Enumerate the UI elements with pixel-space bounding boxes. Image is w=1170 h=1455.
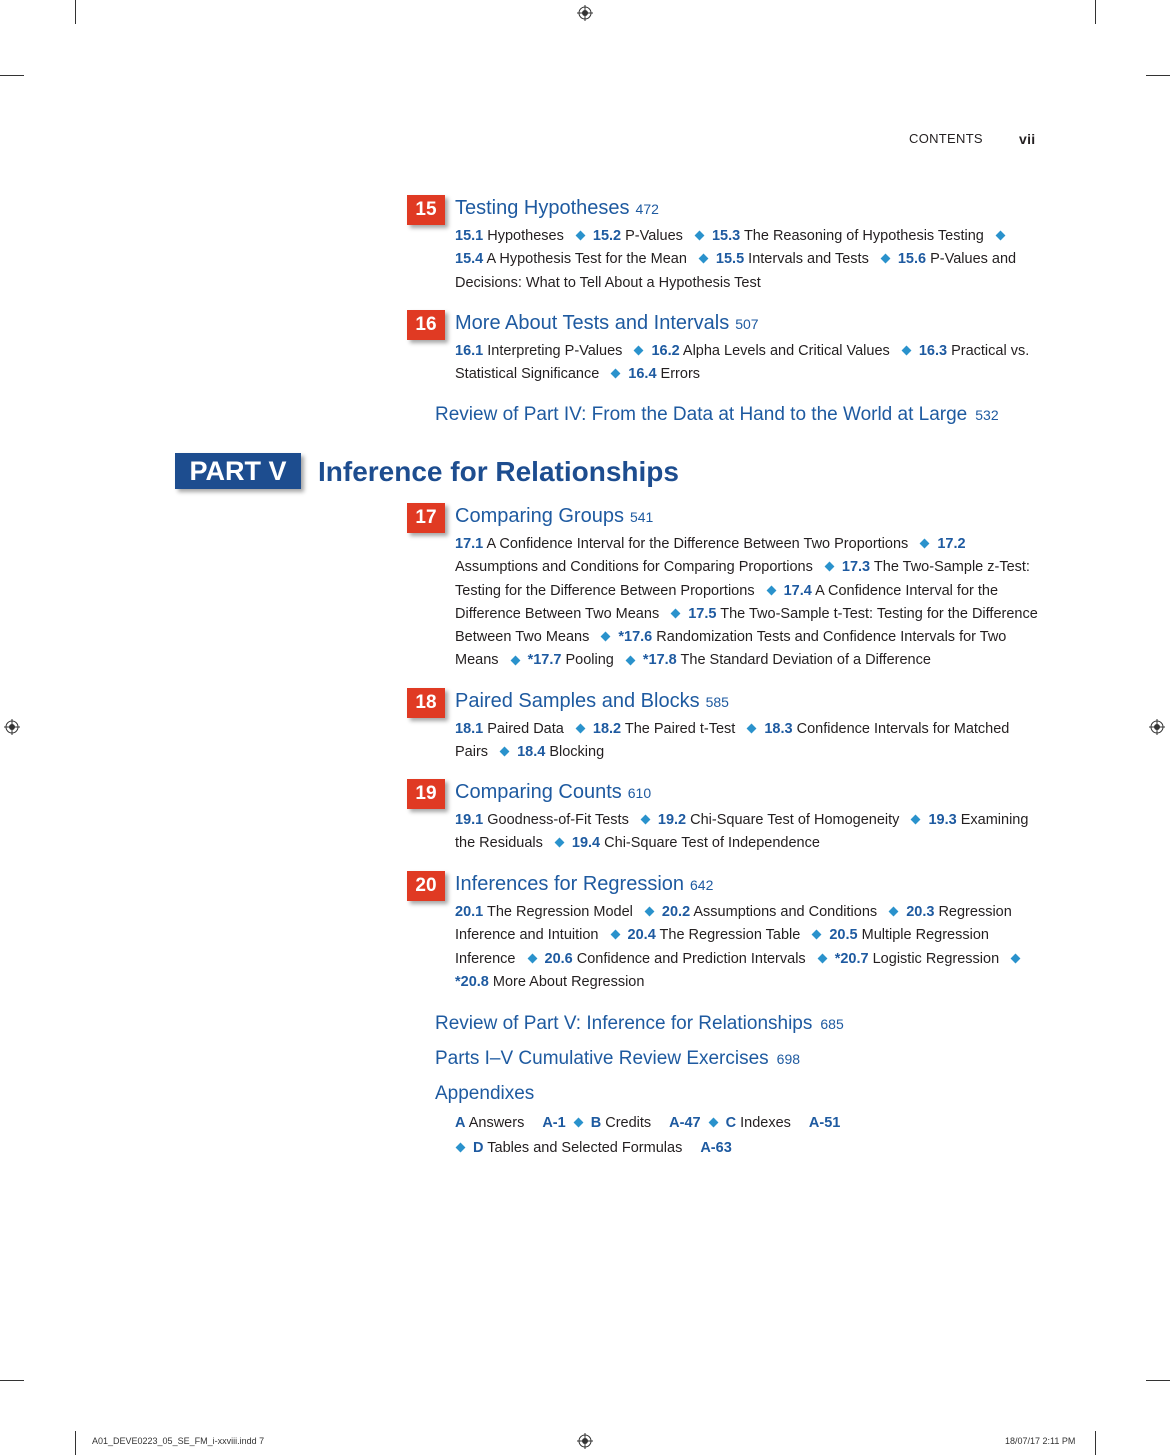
bullet-diamond-icon: [500, 747, 510, 757]
registration-mark-icon: [1149, 719, 1165, 735]
section-list: [455, 533, 1040, 673]
crop-mark: [0, 1380, 24, 1381]
section-item[interactable]: [651, 343, 889, 359]
section-item[interactable]: [628, 366, 700, 382]
bullet-diamond-icon: [610, 930, 620, 940]
section-title: Chi-Square Test of Independence: [600, 835, 820, 852]
section-title: A Confidence Interval for the Difference Between Two Proportions: [483, 536, 909, 552]
section-title: Assumptions and Conditions: [690, 904, 878, 920]
slug-filename: A01_DEVE0223_05_SE_FM_i-xxviii.indd 7: [92, 1436, 265, 1446]
review-page: 685: [820, 1016, 844, 1032]
section-item[interactable]: [643, 652, 931, 668]
section-number: *17.7: [527, 652, 562, 669]
section-item[interactable]: [593, 228, 683, 244]
section-title: Confidence Intervals for Matched Pairs: [455, 721, 1010, 761]
bullet-diamond-icon: [766, 585, 776, 595]
section-number: 16.1: [455, 343, 484, 359]
section-item[interactable]: [455, 721, 564, 737]
chapter-title[interactable]: [455, 690, 729, 713]
chapter-title-text: Paired Samples and Blocks: [455, 690, 700, 712]
chapter-page: 610: [627, 785, 652, 801]
section-number: 15.2: [592, 228, 622, 244]
section-number: 19.2: [657, 812, 687, 828]
section-title: The Two-Sample z-Test: Testing for the Difference Between Proportions: [455, 559, 1030, 599]
appendix-title[interactable]: Answers: [468, 1115, 525, 1131]
section-item[interactable]: [455, 228, 564, 244]
section-number: 18.2: [592, 721, 622, 737]
chapter-number-badge: 15: [407, 195, 445, 225]
chapter-number-badge: 19: [407, 779, 445, 809]
crop-mark: [1146, 1380, 1170, 1381]
section-number: 19.4: [571, 835, 601, 852]
section-item[interactable]: [517, 744, 604, 760]
section-title: Pooling: [561, 652, 614, 669]
bullet-diamond-icon: [634, 346, 644, 356]
section-title: Practical vs. Statistical Significance: [455, 343, 1030, 383]
section-number: 15.3: [711, 228, 741, 244]
section-number: 20.4: [627, 927, 656, 944]
section-number: 19.3: [928, 812, 957, 828]
appendix-page: A-1: [542, 1115, 566, 1131]
section-item[interactable]: [835, 951, 999, 967]
review-part-v[interactable]: [435, 1013, 844, 1035]
section-title: Alpha Levels and Critical Values: [679, 343, 890, 359]
crop-mark: [0, 75, 24, 76]
bullet-diamond-icon: [575, 724, 585, 734]
section-title: P-Values and Decisions: What to Tell About a Hypothesis Test: [455, 251, 1017, 291]
section-title: Intervals and Tests: [744, 251, 869, 268]
registration-mark-icon: [577, 5, 593, 21]
appendix-letter: C: [725, 1115, 737, 1131]
bullet-diamond-icon: [625, 655, 635, 665]
appendix-letter: B: [590, 1115, 602, 1131]
section-title: The Paired t-Test: [621, 721, 736, 737]
section-item[interactable]: [545, 951, 806, 967]
crop-mark: [1095, 0, 1096, 24]
bullet-diamond-icon: [575, 231, 585, 241]
bullet-diamond-icon: [694, 231, 704, 241]
section-number: 19.1: [455, 812, 484, 828]
bullet-diamond-icon: [698, 254, 708, 264]
section-title: Regression Inference and Intuition: [455, 904, 1012, 944]
chapter-title[interactable]: [455, 312, 759, 335]
section-number: 20.6: [544, 950, 573, 967]
review-page: 532: [975, 407, 999, 423]
section-number: 20.1: [455, 904, 484, 920]
bullet-diamond-icon: [601, 632, 611, 642]
section-item[interactable]: [528, 652, 614, 668]
section-number: 17.5: [688, 605, 717, 622]
section-item[interactable]: [455, 974, 644, 990]
appendix-line: [455, 1111, 840, 1136]
review-title: Review of Part IV: From the Data at Hand to the World at Large: [435, 404, 968, 425]
section-title: A Confidence Interval for the Difference Between Two Means: [455, 582, 999, 622]
part-title: Inference for Relationships: [318, 456, 679, 487]
bullet-diamond-icon: [671, 609, 681, 619]
appendix-line: [455, 1136, 840, 1161]
chapter-page: 507: [735, 316, 759, 332]
cumulative-title: Parts I–V Cumulative Review Exercises: [435, 1048, 769, 1069]
section-title: Interpreting P-Values: [483, 343, 623, 359]
chapter-number-badge: 17: [407, 503, 445, 533]
bullet-diamond-icon: [554, 838, 564, 848]
section-title: A Hypothesis Test for the Mean: [483, 251, 687, 268]
running-header: [909, 131, 1036, 147]
bullet-diamond-icon: [456, 1143, 466, 1153]
appendix-letter: A: [455, 1115, 466, 1131]
bullet-diamond-icon: [889, 907, 899, 917]
chapter-title[interactable]: [455, 873, 713, 896]
section-item[interactable]: [455, 536, 908, 552]
section-item[interactable]: [716, 251, 869, 267]
section-number: *20.7: [834, 950, 869, 967]
bullet-diamond-icon: [812, 930, 822, 940]
section-title: P-Values: [621, 228, 683, 244]
appendixes-title: Appendixes: [435, 1083, 535, 1104]
appendixes-heading[interactable]: [435, 1083, 534, 1105]
section-number: 16.3: [918, 343, 948, 359]
bullet-diamond-icon: [824, 562, 834, 572]
bullet-diamond-icon: [901, 346, 911, 356]
bullet-diamond-icon: [817, 953, 827, 963]
section-item[interactable]: [712, 228, 984, 244]
chapter-page: 642: [690, 877, 714, 893]
chapter-title-text: Testing Hypotheses: [455, 197, 630, 219]
section-title: Examining the Residuals: [455, 812, 1029, 852]
header-section: CONTENTS: [909, 131, 983, 146]
section-title: The Two-Sample t-Test: Testing for the Difference Between Two Means: [455, 605, 1038, 646]
chapter-number-badge: 20: [407, 871, 445, 901]
section-title: Chi-Square Test of Homogeneity: [686, 812, 900, 828]
chapter-title-text: Comparing Counts: [455, 781, 622, 803]
section-number: 20.5: [829, 927, 858, 944]
chapter-title-text: More About Tests and Intervals: [455, 312, 730, 334]
section-number: 17.2: [937, 536, 966, 552]
section-item[interactable]: [455, 904, 633, 920]
crop-mark: [75, 1431, 76, 1455]
section-list: [455, 340, 1040, 387]
section-number: 15.5: [715, 251, 745, 268]
appendix-page: A-47: [669, 1115, 701, 1131]
section-item[interactable]: [572, 835, 820, 851]
bullet-diamond-icon: [527, 953, 537, 963]
section-item[interactable]: [455, 343, 622, 359]
section-number: 20.2: [661, 904, 691, 920]
chapter-page: 541: [629, 509, 654, 525]
section-title: Logistic Regression: [868, 950, 1000, 967]
section-title: Goodness-of-Fit Tests: [483, 812, 629, 828]
crop-mark: [1146, 75, 1170, 76]
appendix-list: [455, 1111, 840, 1161]
section-title: The Reasoning of Hypothesis Testing: [740, 228, 984, 244]
section-item[interactable]: [658, 812, 900, 828]
section-number: *17.6: [618, 629, 653, 646]
bullet-diamond-icon: [640, 815, 650, 825]
cumulative-review[interactable]: [435, 1048, 800, 1070]
chapter-title[interactable]: [455, 197, 659, 220]
section-title: The Regression Model: [483, 904, 633, 920]
bullet-diamond-icon: [611, 369, 621, 379]
registration-mark-icon: [577, 1433, 593, 1449]
section-title: Randomization Tests and Confidence Intervals for Two Means: [455, 629, 1007, 669]
bullet-diamond-icon: [573, 1118, 583, 1128]
review-title: Review of Part V: Inference for Relationships: [435, 1013, 813, 1034]
section-list: [455, 225, 1040, 295]
slug-timestamp: 18/07/17 2:11 PM: [1005, 1436, 1076, 1446]
crop-mark: [1095, 1431, 1096, 1455]
section-number: 17.3: [841, 559, 871, 576]
section-number: 18.4: [517, 744, 546, 761]
section-number: 16.4: [628, 366, 657, 383]
bullet-diamond-icon: [995, 231, 1005, 241]
section-list: [455, 901, 1040, 994]
section-number: 15.6: [897, 251, 927, 268]
header-page-number: vii: [1019, 131, 1036, 147]
section-number: 15.1: [455, 228, 484, 244]
chapter-page: 585: [705, 694, 729, 710]
chapter-title-text: Inferences for Regression: [455, 873, 685, 895]
section-number: 16.2: [651, 343, 680, 359]
chapter-page: 472: [635, 201, 659, 217]
section-list: [455, 718, 1040, 765]
section-number: 18.1: [455, 721, 484, 737]
section-title: Confidence and Prediction Intervals: [572, 950, 806, 967]
section-title: Paired Data: [483, 721, 564, 737]
chapter-title[interactable]: [455, 781, 651, 804]
part-label: PART V: [175, 453, 301, 489]
section-number: *17.8: [642, 652, 677, 669]
chapter-number-badge: 16: [407, 310, 445, 340]
section-number: 17.1: [455, 536, 484, 552]
section-title: Multiple Regression Inference: [455, 927, 989, 967]
appendix-letter: D: [473, 1140, 484, 1156]
section-title: Errors: [656, 366, 701, 383]
appendix-title[interactable]: Credits: [605, 1115, 652, 1131]
chapter-title-text: Comparing Groups: [455, 505, 624, 527]
crop-mark: [75, 0, 76, 24]
chapter-number-badge: 18: [407, 688, 445, 718]
section-item[interactable]: [455, 812, 629, 828]
section-item[interactable]: [628, 927, 801, 943]
section-title: More About Regression: [488, 973, 645, 990]
section-title: Assumptions and Conditions for Comparing Proportions: [455, 559, 813, 576]
section-number: 20.3: [906, 904, 935, 920]
section-item[interactable]: [593, 721, 735, 737]
appendix-page: A-63: [700, 1140, 732, 1156]
bullet-diamond-icon: [1011, 953, 1021, 963]
section-number: 18.3: [764, 721, 793, 737]
section-title: The Regression Table: [655, 927, 801, 944]
section-list: [455, 809, 1040, 856]
section-number: 15.4: [455, 251, 484, 268]
bullet-diamond-icon: [880, 254, 890, 264]
cumulative-page: 698: [776, 1051, 801, 1067]
bullet-diamond-icon: [510, 655, 520, 665]
section-item[interactable]: [455, 251, 687, 267]
appendix-title[interactable]: Tables and Selected Formulas: [487, 1140, 683, 1156]
appendix-page: A-51: [808, 1115, 841, 1131]
appendix-title[interactable]: Indexes: [740, 1115, 791, 1131]
section-number: *20.8: [455, 973, 489, 990]
bullet-diamond-icon: [708, 1118, 718, 1128]
bullet-diamond-icon: [920, 539, 930, 549]
section-item[interactable]: [662, 904, 877, 920]
section-number: 17.4: [783, 582, 812, 599]
chapter-title[interactable]: [455, 505, 653, 528]
section-title: The Standard Deviation of a Difference: [676, 652, 931, 669]
bullet-diamond-icon: [911, 815, 921, 825]
bullet-diamond-icon: [644, 907, 654, 917]
bullet-diamond-icon: [747, 724, 757, 734]
section-title: Blocking: [545, 744, 605, 761]
registration-mark-icon: [4, 719, 20, 735]
review-part-iv[interactable]: [435, 404, 999, 426]
section-title: Hypotheses: [483, 228, 564, 244]
